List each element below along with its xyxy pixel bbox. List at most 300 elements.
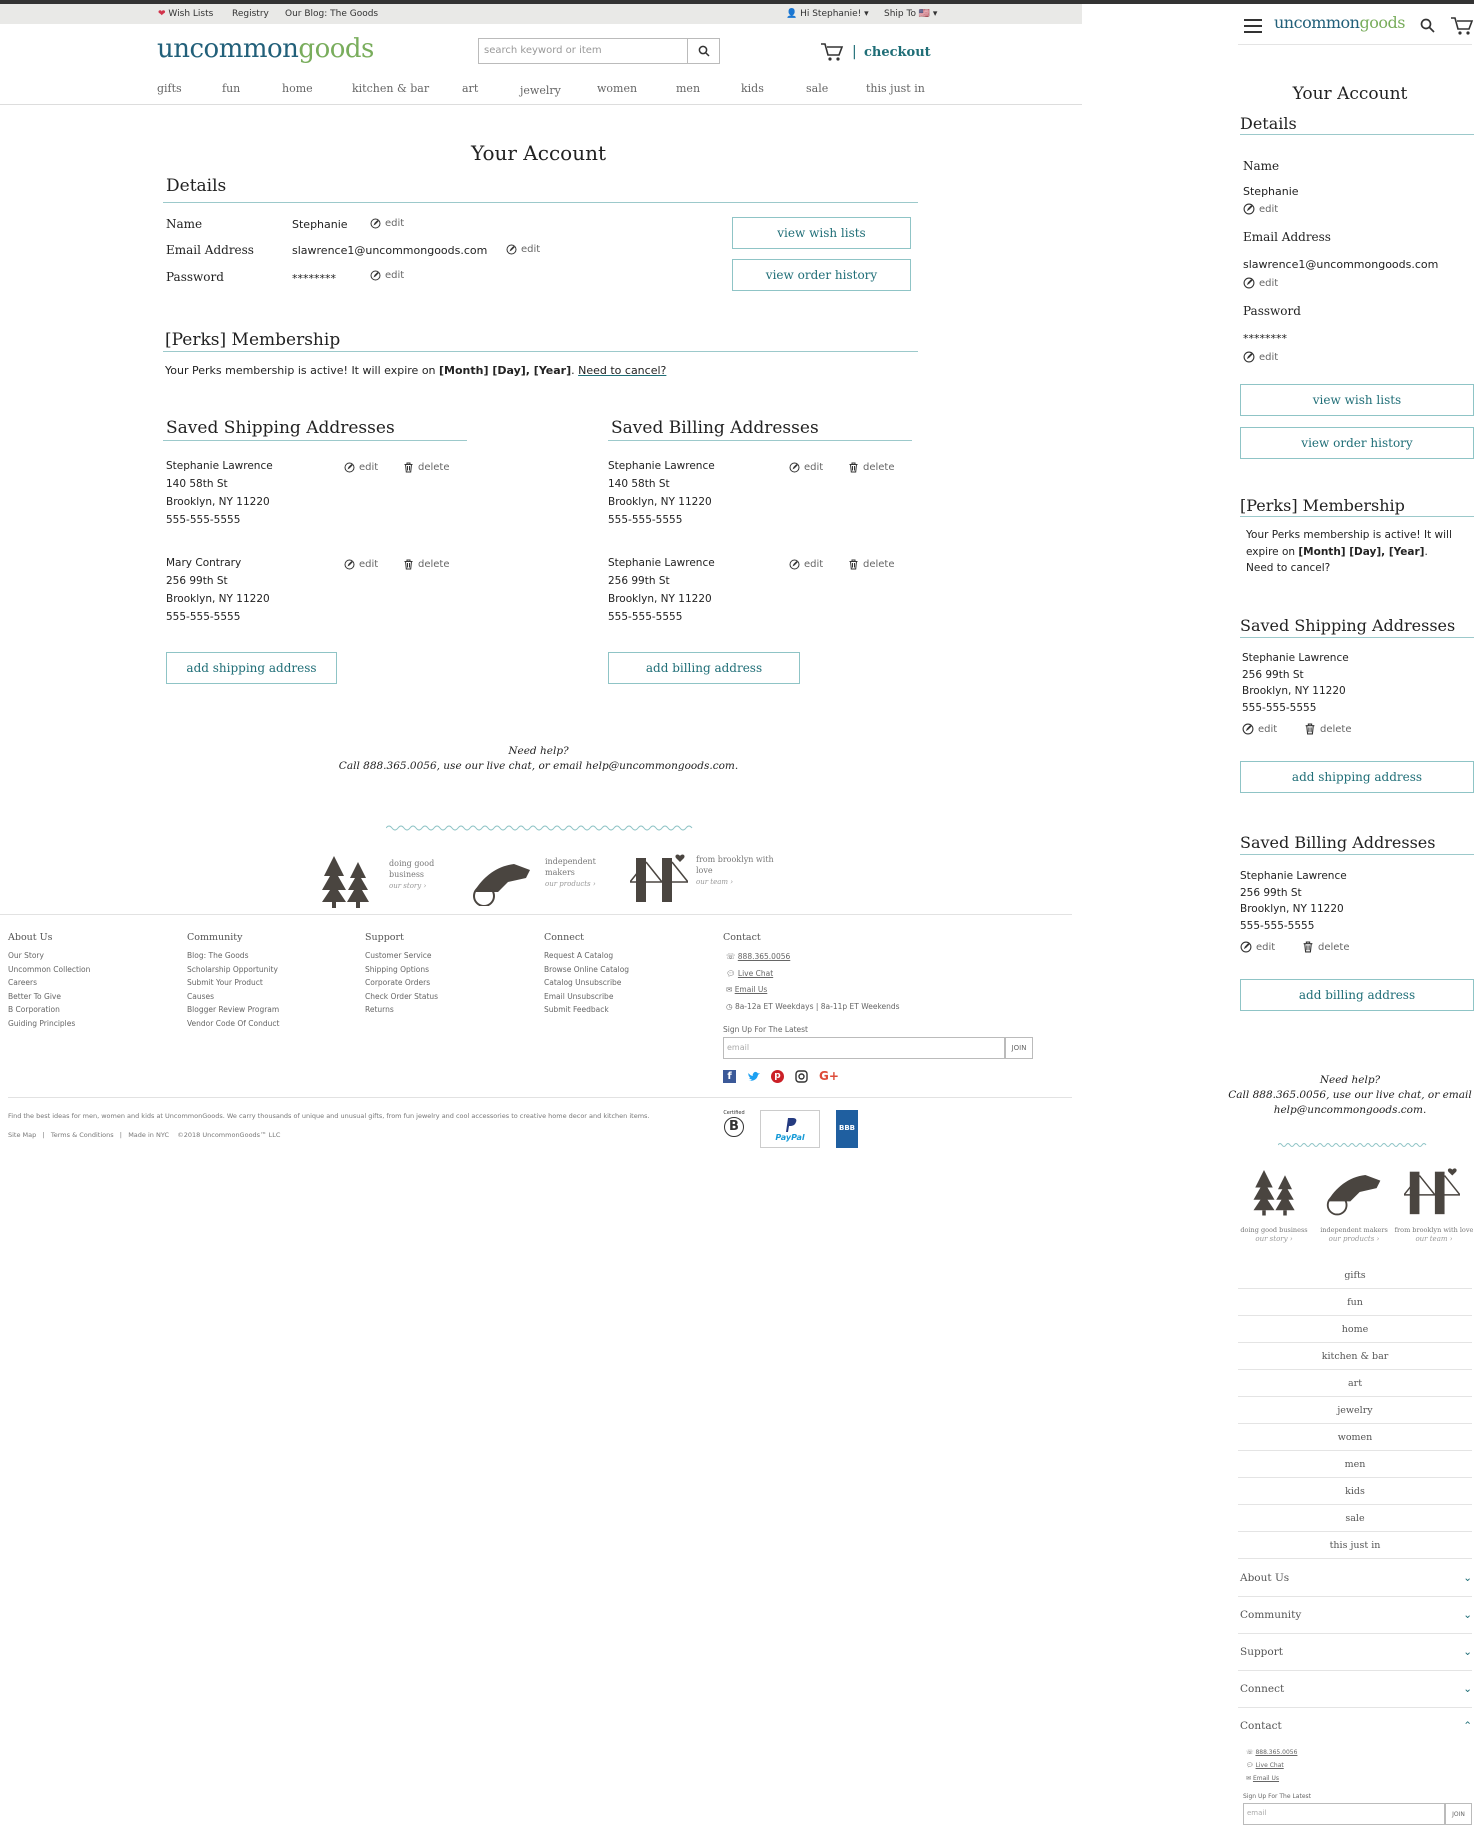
copyright: ©2018 UncommonGoods™ LLC [177,1131,281,1139]
ship-to-menu[interactable] [884,9,937,19]
email-us-label: Email Us [1252,1775,1280,1782]
search-icon [698,45,710,57]
b-corp-label: Certified [723,1110,745,1116]
mobile-perks-text [1246,527,1456,577]
mobile-nav-divider [1238,1369,1472,1370]
perks-text-b: . [1424,545,1428,558]
delete-shipping-1-button[interactable] [403,462,450,473]
nav-jewelry[interactable]: jewelry [520,84,561,97]
footer-link[interactable]: Request A Catalog [544,951,614,960]
badge-title: from brooklyn with love [1394,1226,1474,1234]
address-street: 256 99th St [608,575,670,587]
mobile-edit-email-button[interactable] [1243,277,1278,289]
footer-link[interactable]: Corporate Orders [365,978,431,987]
footer-contact-heading: Contact [723,932,761,943]
phone-link[interactable] [1246,1746,1297,1759]
nav-kids[interactable]: kids [741,82,764,95]
mobile-nav-jewelry[interactable]: jewelry [1337,1405,1373,1416]
edit-billing-2-button[interactable] [789,559,823,570]
edit-password-button[interactable] [370,270,404,281]
nav-this-just-in[interactable]: this just in [866,82,925,95]
help-title: Need help? [508,745,569,757]
edit-icon [1243,203,1255,215]
sitemap-link[interactable]: Site Map [8,1131,37,1139]
mobile-header-divider [1238,44,1472,45]
footer-link[interactable]: Scholarship Opportunity [187,964,278,974]
address-name: Stephanie Lawrence [608,460,715,472]
google-plus-icon[interactable]: G+ [819,1069,839,1083]
delete-shipping-2-button[interactable] [403,559,450,570]
edit-icon [1242,723,1254,735]
edit-label: edit [359,462,379,473]
address-street: 140 58th St [608,478,670,490]
mobile-accordion-divider [1238,1633,1472,1634]
mobile-accordion-contact[interactable] [1240,1720,1472,1732]
edit-icon [789,462,800,473]
mobile-nav-men[interactable]: men [1344,1459,1366,1470]
badge-title: independent makers [545,857,596,877]
instagram-icon[interactable] [795,1070,808,1083]
mobile-nav-home[interactable]: home [1341,1324,1369,1335]
badge-link: our team › [696,878,734,886]
mobile-nav-divider [1238,1504,1472,1505]
footer-link[interactable]: Guiding Principles [8,1018,76,1028]
mobile-accordion-connect[interactable] [1240,1683,1472,1695]
newsletter-email-input[interactable]: email [723,1037,1005,1059]
name-value: Stephanie [292,218,348,231]
mobile-newsletter-email-input[interactable]: email [1243,1803,1445,1825]
page-title: Your Account [471,141,606,165]
name-label: Name [166,217,203,231]
edit-icon [1243,277,1255,289]
address-street: 256 99th St [166,575,228,587]
brooklyn-bridge-icon [1404,1164,1460,1218]
billing-address-2 [608,554,715,626]
footer-about-links [8,949,90,1030]
footer-link[interactable]: Better To Give [8,991,61,1001]
terms-link[interactable]: Terms & Conditions [50,1131,114,1139]
cancel-perks-link[interactable]: Need to cancel? [578,364,667,377]
footer-link[interactable]: Blogger Review Program [187,1005,280,1014]
perks-date: [Month] [Day], [Year] [1298,545,1425,558]
edit-name-button[interactable] [370,218,404,229]
mobile-logo[interactable] [1274,13,1405,32]
billing-heading: Saved Billing Addresses [611,418,819,438]
mail-icon: ✉ [1246,1775,1252,1782]
nav-women[interactable]: women [597,82,638,95]
maker-hand-icon [1324,1166,1386,1216]
heart-icon: ❤ [158,9,166,19]
address-name: Stephanie Lawrence [1240,870,1347,882]
footer-link[interactable]: Our Story [8,951,44,960]
chevron-up-icon: ⌃ [1463,1720,1472,1732]
add-billing-address-button[interactable]: add billing address [608,652,800,684]
badge-title: doing good business [1240,1226,1308,1234]
footer-tagline: Find the best ideas for men, women and kids at UncommonGoods. We carry thousands of unique and unusual gifts, from fun jewelry and cool accessories to creative home decor and kitchen items. [8,1112,650,1120]
mobile-signup-label: Sign Up For The Latest [1243,1793,1311,1800]
ship-to-label: Ship To [884,9,916,19]
desktop-view [0,4,1082,1832]
footer-link[interactable]: B Corporation [8,1005,60,1014]
pinterest-icon[interactable]: p [771,1070,784,1083]
shipping-address-1 [166,457,273,529]
mobile-nav-divider [1238,1315,1472,1316]
greeting-label: Hi Stephanie! ▾ [800,9,869,19]
footer-link[interactable]: Check Order Status [365,991,439,1001]
registry-link[interactable]: Registry [232,9,269,19]
nav-kitchen-bar[interactable]: kitchen & bar [352,82,430,95]
edit-label: edit [385,270,405,281]
footer-link[interactable]: Blog: The Goods [187,951,249,960]
nav-fun[interactable]: fun [222,82,241,95]
mobile-view-wish-lists-button[interactable]: view wish lists [1240,384,1474,416]
mobile-help-text-2: help@uncommongoods.com. [1273,1104,1427,1116]
wish-lists-link[interactable] [158,9,213,19]
mobile-billing-heading: Saved Billing Addresses [1240,833,1436,852]
phone-icon: ☏ [726,952,736,961]
trash-icon [403,559,414,570]
trees-icon [1250,1164,1306,1218]
nav-sale[interactable]: sale [806,82,829,95]
brooklyn-bridge-icon [630,852,688,904]
edit-icon [370,270,381,281]
edit-label: edit [385,218,405,229]
delete-label: delete [1320,723,1352,735]
badge-link: our story › [389,882,427,890]
delete-label: delete [1318,941,1350,953]
edit-label: edit [1258,723,1278,735]
phone-label: 888.365.0056 [737,952,791,961]
mobile-wave-divider [1278,1142,1430,1148]
footer-link[interactable]: Submit Your Product [187,978,263,987]
search-input[interactable]: search keyword or item [478,38,688,64]
billing-rule [608,440,912,441]
phone-link[interactable] [726,949,900,966]
mobile-edit-billing-button[interactable] [1240,941,1275,953]
mobile-shipping-rule [1240,637,1474,638]
edit-label: edit [804,462,824,473]
edit-icon [1240,941,1252,953]
edit-label: edit [1259,351,1279,363]
mobile-name-label: Name [1243,159,1280,173]
details-rule [163,202,918,203]
address-phone: 555-555-5555 [608,514,683,526]
address-phone: 555-555-5555 [608,611,683,623]
perks-rule [163,351,918,352]
mobile-accordion-divider [1238,1596,1472,1597]
address-name: Mary Contrary [166,557,242,569]
edit-shipping-1-button[interactable] [344,462,378,473]
b-corp-logo: Certified B [722,1110,746,1148]
mobile-nav-divider [1238,1477,1472,1478]
view-order-history-button[interactable]: view order history [732,259,911,291]
footer-link[interactable]: Catalog Unsubscribe [544,978,622,987]
footer-link[interactable]: Submit Feedback [544,1005,609,1014]
newsletter-join-button[interactable]: JOIN [1005,1037,1033,1059]
password-value: ******** [292,272,336,285]
cancel-perks-link[interactable]: Need to cancel? [1246,562,1331,574]
edit-icon [344,462,355,473]
mobile-nav-divider [1238,1396,1472,1397]
mobile-nav-gifts[interactable]: gifts [1344,1270,1366,1281]
flag-icon: 🇺🇸 ▾ [918,9,938,19]
footer-community-heading: Community [187,932,243,943]
mobile-password-value: ******** [1243,332,1287,345]
hamburger-menu-icon[interactable] [1244,18,1262,34]
delete-label: delete [418,559,450,570]
nav-divider [0,104,1082,105]
edit-icon [344,559,355,570]
address-city: Brooklyn, NY 11220 [608,496,712,508]
phone-icon: ☏ [1246,1749,1254,1756]
mobile-accordion-about[interactable] [1240,1572,1472,1584]
accordion-title: Contact [1240,1720,1282,1732]
cart-icon[interactable] [820,42,844,62]
footer-bottom-divider [8,1097,1072,1098]
address-name: Stephanie Lawrence [608,557,715,569]
mobile-billing-rule [1240,854,1474,855]
footer-link[interactable]: Email Unsubscribe [544,991,614,1001]
badge-link: our story › [1255,1235,1293,1243]
badge-link: our products › [1328,1235,1380,1243]
perks-text-a: Your Perks membership is active! It will expire on [165,364,440,377]
mobile-delete-billing-button[interactable] [1302,941,1350,953]
mobile-add-billing-button[interactable]: add billing address [1240,979,1474,1011]
bbb-logo: BBB [836,1110,858,1148]
chat-icon: 💬︎ [1246,1762,1254,1769]
mobile-view [1226,4,1474,1832]
maker-hand-icon [470,856,536,906]
mobile-page-title: Your Account [1292,84,1408,104]
footer-link[interactable]: Browse Online Catalog [544,964,630,974]
address-street: 256 99th St [1242,668,1304,681]
mobile-accordion-divider [1238,1707,1472,1708]
address-city: Brooklyn, NY 11220 [166,593,270,605]
mobile-accordion-support[interactable] [1240,1646,1472,1658]
footer-support-heading: Support [365,932,404,943]
mobile-badge-doing-good[interactable] [1234,1226,1314,1244]
mobile-nav-divider [1238,1531,1472,1532]
address-city: Brooklyn, NY 11220 [1240,903,1344,915]
mobile-shipping-heading: Saved Shipping Addresses [1240,616,1456,635]
footer-link[interactable]: Customer Service [365,951,432,960]
footer-link[interactable]: Uncommon Collection [8,964,91,974]
live-chat-link[interactable] [1246,1759,1297,1772]
mobile-help-text-1: Call 888.365.0056, use our live chat, or email [1228,1089,1472,1101]
badge-title: doing good business [389,859,435,879]
mobile-nav-kitchen-bar[interactable]: kitchen & bar [1321,1351,1389,1362]
footer-connect-heading: Connect [544,932,584,943]
mobile-accordion-community[interactable] [1240,1609,1472,1621]
mobile-edit-shipping-button[interactable] [1242,723,1277,735]
mobile-delete-shipping-button[interactable] [1304,723,1352,735]
accordion-title: Community [1240,1609,1302,1621]
view-wish-lists-button[interactable]: view wish lists [732,217,911,249]
badge-title: from brooklyn with love [696,855,774,875]
address-city: Brooklyn, NY 11220 [166,496,270,508]
mobile-email-label: Email Address [1243,230,1331,244]
nav-art[interactable]: art [462,82,479,95]
mobile-contact-links [1246,1746,1297,1785]
address-name: Stephanie Lawrence [166,460,273,472]
edit-email-button[interactable] [506,244,540,255]
mobile-password-label: Password [1243,304,1301,318]
mobile-add-shipping-button[interactable]: add shipping address [1240,761,1474,793]
account-menu[interactable]: 👤 Hi Stephanie! ▾ [786,9,869,19]
perks-text [165,364,666,377]
email-us-link[interactable] [1246,1772,1297,1785]
email-us-link[interactable] [726,982,900,999]
utility-bar [0,4,1082,24]
email-us-label: Email Us [734,985,768,994]
badge-brooklyn[interactable] [696,854,778,888]
chevron-down-icon: ⌄ [1463,1572,1472,1584]
edit-shipping-2-button[interactable] [344,559,378,570]
trees-icon [318,852,382,908]
edit-label: edit [359,559,379,570]
nav-home[interactable]: home [282,82,313,95]
mobile-badge-makers[interactable] [1314,1226,1394,1244]
edit-billing-1-button[interactable] [789,462,823,473]
footer-link[interactable]: Vendor Code Of Conduct [187,1018,280,1028]
nav-men[interactable]: men [676,82,701,95]
email-value: slawrence1@uncommongoods.com [292,244,488,257]
wave-divider [386,824,696,832]
mobile-accordion-divider [1238,1670,1472,1671]
address-street: 140 58th St [166,478,228,490]
badge-title: independent makers [1320,1226,1388,1234]
mobile-shipping-address [1242,650,1349,716]
address-phone: 555-555-5555 [166,514,241,526]
delete-label: delete [418,462,450,473]
mobile-perks-heading: [Perks] Membership [1240,496,1405,515]
mobile-view-order-history-button[interactable]: view order history [1240,427,1474,459]
edit-label: edit [521,244,541,255]
add-shipping-address-button[interactable]: add shipping address [166,652,337,684]
logo-part-b: goods [298,34,374,64]
mobile-nav-divider [1238,1342,1472,1343]
chat-label: Live Chat [737,968,774,978]
edit-label: edit [1259,277,1279,289]
edit-icon [1243,351,1255,363]
mobile-nav-divider [1238,1558,1472,1559]
delete-label: delete [863,559,895,570]
facebook-icon[interactable]: f [723,1070,736,1083]
clock-icon: ◷ [726,1001,733,1011]
checkout-link[interactable]: checkout [864,45,931,60]
search-icon[interactable] [1420,18,1435,33]
nav-gifts[interactable]: gifts [157,82,182,95]
shipping-heading: Saved Shipping Addresses [166,418,395,438]
footer-legal-links: Site Map | Terms & Conditions | Made in NYC ©2018 UncommonGoods™ LLC [8,1131,281,1139]
footer-contact-links [726,949,900,1015]
footer-link[interactable]: Shipping Options [365,964,430,974]
trash-icon [1304,723,1316,735]
badge-makers[interactable] [545,856,615,890]
mobile-nav-divider [1238,1450,1472,1451]
email-label: Email Address [166,243,254,257]
accordion-title: Connect [1240,1683,1285,1695]
live-chat-link[interactable] [726,966,900,983]
search-button[interactable] [687,38,720,64]
chat-label: Live Chat [1255,1762,1284,1769]
perks-text-b: . [571,364,579,377]
accordion-title: About Us [1240,1572,1290,1584]
footer-connect-links [544,949,629,1017]
address-phone: 555-555-5555 [1242,701,1317,714]
mobile-nav-fun[interactable]: fun [1347,1297,1363,1308]
paypal-icon [782,1117,798,1133]
perks-text-a: Your Perks membership is active! It will expire on [1246,529,1452,558]
delete-billing-1-button[interactable] [848,462,895,473]
mobile-nav-divider [1238,1423,1472,1424]
details-heading: Details [166,176,227,196]
accordion-title: Support [1240,1646,1283,1658]
mobile-email-value: slawrence1@uncommongoods.com [1243,258,1439,271]
hours-label: 8a-12a ET Weekdays | 8a-11p ET Weekends [734,1001,900,1011]
trash-icon [403,462,414,473]
site-logo[interactable] [157,34,374,64]
logo-part-a: uncommon [1274,13,1360,32]
logo-part-a: uncommon [157,34,299,64]
mobile-badge-brooklyn[interactable] [1394,1226,1474,1244]
perks-date: [Month] [Day], [Year] [439,364,572,377]
trash-icon [1302,941,1314,953]
mobile-nav-this-just-in[interactable]: this just in [1329,1540,1381,1551]
mobile-nav-sale[interactable]: sale [1345,1513,1365,1524]
edit-icon [789,559,800,570]
edit-icon [370,218,381,229]
mobile-edit-password-button[interactable] [1243,351,1278,363]
shipping-address-2 [166,554,270,626]
mail-icon: ✉ [726,985,733,994]
divider: | [852,44,857,60]
mobile-help-title: Need help? [1319,1074,1381,1086]
paypal-logo [760,1110,820,1148]
mobile-edit-name-button[interactable] [1243,203,1278,215]
twitter-icon[interactable] [747,1070,762,1083]
help-text: Call 888.365.0056, use our live chat, or email help@uncommongoods.com. [338,760,739,772]
trash-icon [848,462,859,473]
badge-link: our products › [545,880,596,888]
footer-link[interactable]: Causes [187,991,215,1001]
billing-address-1 [608,457,715,529]
wish-lists-label: Wish Lists [168,9,214,19]
mobile-details-heading: Details [1240,114,1297,133]
delete-label: delete [863,462,895,473]
delete-billing-2-button[interactable] [848,559,895,570]
address-city: Brooklyn, NY 11220 [1242,685,1346,697]
footer-link[interactable]: Returns [365,1005,394,1014]
address-phone: 555-555-5555 [1240,919,1315,932]
password-label: Password [166,270,224,284]
mobile-newsletter-join-button[interactable]: JOIN [1445,1803,1472,1825]
mobile-nav-kids[interactable]: kids [1345,1486,1365,1497]
paypal-label: PayPal [775,1132,805,1142]
cart-icon[interactable] [1450,16,1474,36]
footer-link[interactable]: Careers [8,978,37,987]
mobile-nav-art[interactable]: art [1347,1378,1363,1389]
mobile-nav-women[interactable]: women [1337,1432,1373,1443]
footer-support-links [365,949,438,1017]
made-in-nyc: Made in NYC [128,1131,169,1139]
badge-doing-good[interactable] [389,858,459,892]
edit-label: edit [1259,203,1279,215]
edit-label: edit [804,559,824,570]
blog-link[interactable]: Our Blog: The Goods [285,9,379,19]
trash-icon [848,559,859,570]
mobile-nav-divider [1238,1288,1472,1289]
